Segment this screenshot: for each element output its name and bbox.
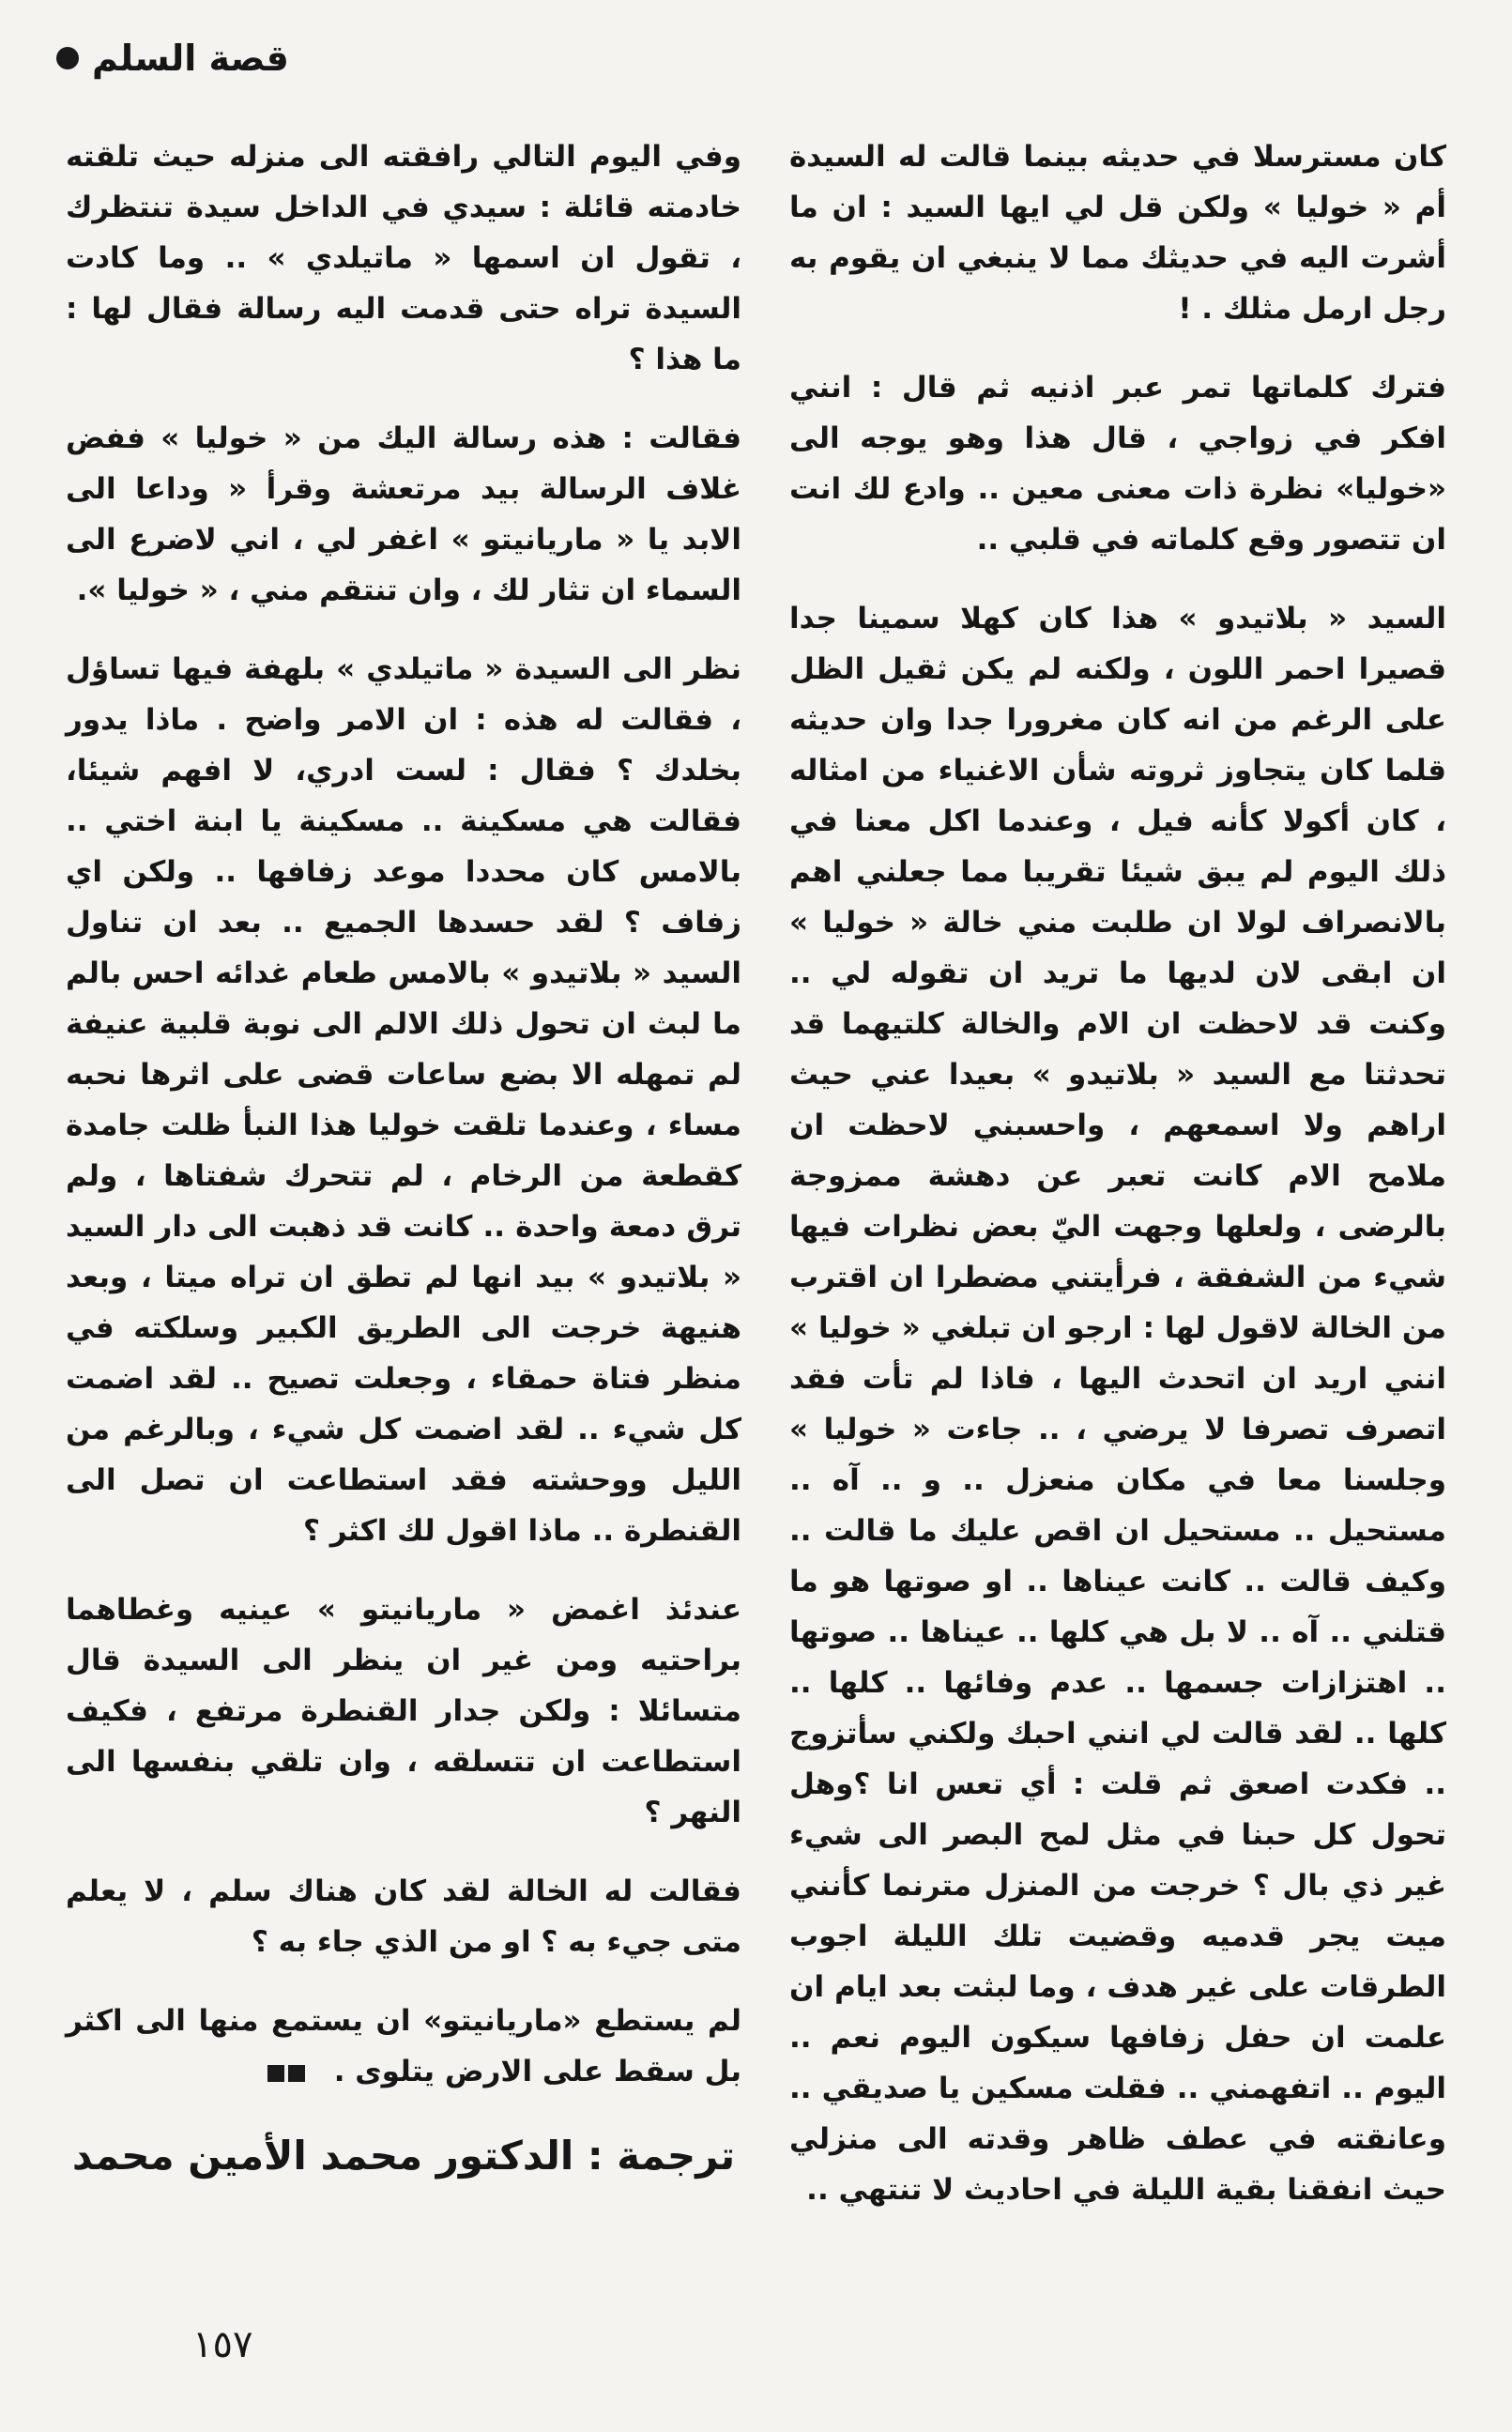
running-header xyxy=(56,38,289,79)
paragraph: كان مسترسلا في حديثه بينما قالت له السيدة أم « خوليا » ولكن قل لي ايها السيد : ان ما أشرت اليه في حديثك مما لا ينبغي ان يقوم به رجل ارمل مثلك . ! xyxy=(789,140,1446,326)
paragraph: فقالت له الخالة لقد كان هناك سلم ، لا يعلم متى جيء به ؟ او من الذي جاء به ؟ xyxy=(66,1874,741,1959)
page-number: ١٥٧ xyxy=(192,2323,253,2366)
paragraph: وفي اليوم التالي رافقته الى منزله حيث تلقته خادمته قائلة : سيدي في الداخل سيدة تنتظرك ، تقول ان اسمها « ماتيلدي » .. وما كادت السيدة تراه حتى قدمت اليه رسالة فقال لها : ما هذا ؟ xyxy=(66,140,741,376)
end-of-story-icon xyxy=(264,2046,305,2097)
story-title: قصة السلم xyxy=(92,38,289,79)
paragraph: عندئذ اغمض « ماريانيتو » عينيه وغطاهما براحتيه ومن غير ان ينظر الى السيدة قال متسائلا : ولكن جدار القنطرة مرتفع ، فكيف استطاعت ان تتسلقه ، وان تلقي بنفسها الى النهر ؟ xyxy=(66,1593,741,1829)
paragraph: نظر الى السيدة « ماتيلدي » بلهفة فيها تساؤل ، فقالت له هذه : ان الامر واضح . ماذا يدور بخلدك ؟ فقال : لست ادري، لا افهم شيئا، فقالت هي مسكينة .. مسكينة يا ابنة اختي .. بالامس كان محددا موعد زفافها .. ولكن اي زفاف ؟ لقد حسدها الجميع .. بعد ان تناول السيد « بلاتيدو » بالامس طعام غدائه احس بالم ما لبث ان تحول ذلك الالم الى نوبة قلبية عنيفة لم تمهله الا بضع ساعات قضى على اثرها نحبه مساء ، وعندما تلقت خوليا هذا النبأ ظلت جامدة كقطعة من الرخام ، لم تتحرك شفتاها ، ولم ترق دمعة واحدة .. كانت قد ذهبت الى دار السيد « بلاتيدو » بيد انها لم تطق ان تراه ميتا ، وبعد هنيهة خرجت الى الطريق الكبير وسلكته في منظر فتاة حمقاء ، وجعلت تصيح .. لقد اضمت كل شيء .. لقد اضمت كل شيء ، وبالرغم من الليل ووحشته فقد استطاعت ان تصل الى القنطرة .. ماذا اقول لك اكثر ؟ xyxy=(66,652,741,1548)
right-column xyxy=(789,131,1446,2243)
paragraph: فترك كلماتها تمر عبر اذنيه ثم قال : انني افكر في زواجي ، قال هذا وهو يوجه الى «خوليا» نظرة ذات معنى معين .. وادع لك انت ان تتصور وقع كلماته في قلبي .. xyxy=(789,371,1446,557)
bullet-icon xyxy=(56,47,79,69)
paragraph: السيد « بلاتيدو » هذا كان كهلا سمينا جدا قصيرا احمر اللون ، ولكنه لم يكن ثقيل الظل على الرغم من انه كان مغرورا جدا وان حديثه قلما كان يتجاوز ثروته شأن الاغنياء من امثاله ، كان أكولا كأنه فيل ، وعندما اكل معنا في ذلك اليوم لم يبق شيئا تقريبا مما جعلني اهم بالانصراف لولا ان طلبت مني خالة « خوليا » ان ابقى لان لديها ما تريد ان تقوله لي .. وكنت قد لاحظت ان الام والخالة كلتيهما قد تحدثتا مع السيد « بلاتيدو » بعيدا عني حيث اراهم ولا اسمعهم ، واحسبني لاحظت ان ملامح الام كانت تعبر عن دهشة ممزوجة بالرضى ، ولعلها وجهت اليّ بعض نظرات فيها شيء من الشفقة ، فرأيتني مضطرا ان اقترب من الخالة لاقول لها : ارجو ان تبلغي « خوليا » انني اريد ان اتحدث اليها ، فاذا لم تأت فقد اتصرف تصرفا لا يرضي ، .. جاءت « خوليا » وجلسنا معا في مكان منعزل .. و .. آه .. مستحيل .. مستحيل ان اقص عليك ما قالت .. وكيف قالت .. كانت عيناها .. او صوتها هو ما قتلني .. آه .. لا بل هي كلها .. عيناها .. صوتها .. اهتزازات جسمها .. عدم وفائها .. كلها .. كلها .. لقد قالت لي انني احبك ولكني سأتزوج .. فكدت اصعق ثم قلت : أي تعس انا ؟وهل تحول كل حبنا في مثل لمح البصر الى شيء غير ذي بال ؟ خرجت من المنزل مترنما كأنني ميت يجر قدميه وقضيت تلك الليلة اجوب الطرقات على غير هدف ، وما لبثت بعد ايام ان علمت ان حفل زفافها سيكون اليوم نعم .. اليوم .. اتفهمني .. فقلت مسكين يا صديقي .. وعانقته في عطف ظاهر وقدته الى منزلي حيث انفقنا بقية الليلة في احاديث لا تنتهي .. xyxy=(789,602,1446,2207)
left-column xyxy=(66,131,741,2181)
final-paragraph xyxy=(66,1996,741,2097)
paragraph-text: لم يستطع «ماريانيتو» ان يستمع منها الى اكثر بل سقط على الارض يتلوى . xyxy=(66,2004,741,2088)
translator-credit: ترجمة : الدكتور محمد الأمين محمد xyxy=(71,2133,736,2179)
paragraph: فقالت : هذه رسالة اليك من « خوليا » ففض غلاف الرسالة بيد مرتعشة وقرأ « وداعا الى الابد يا « ماريانيتو » اغفر لي ، اني لاضرع الى السماء ان تثار لك ، وان تنتقم مني ، « خوليا ». xyxy=(66,421,741,607)
